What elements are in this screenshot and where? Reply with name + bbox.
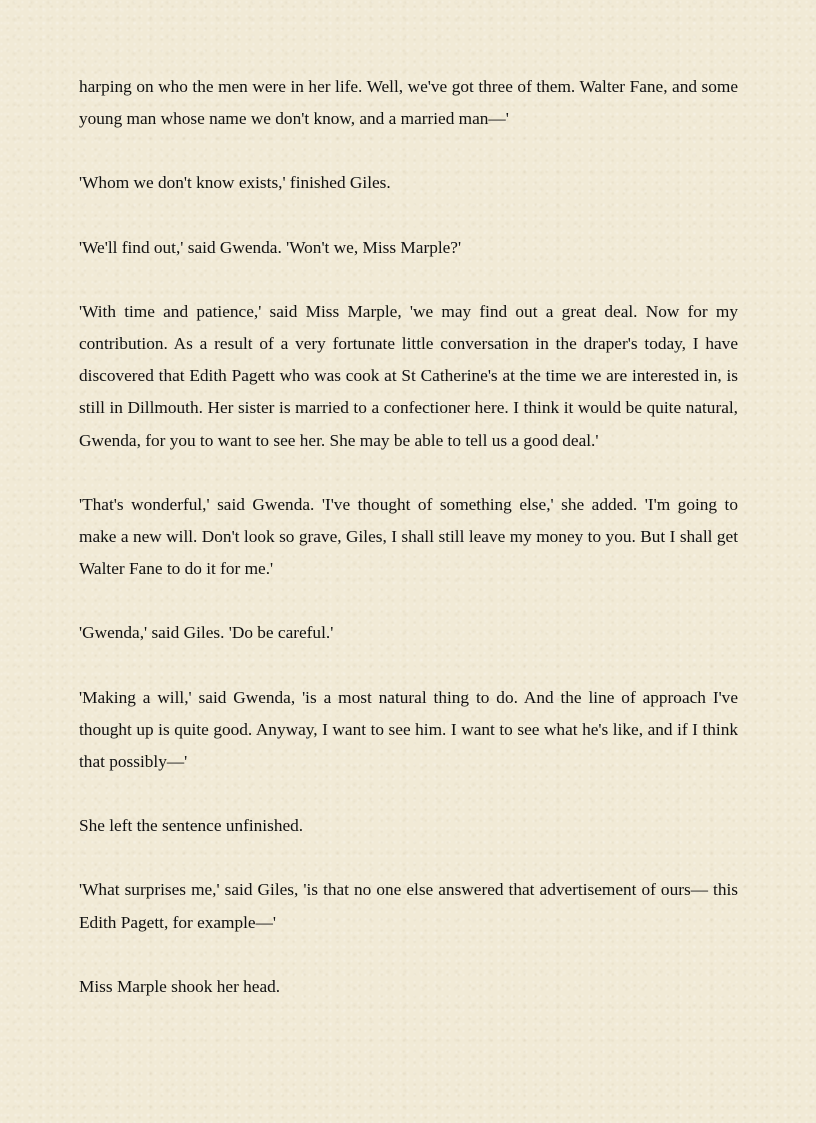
- paragraph-8: She left the sentence unfinished.: [79, 816, 304, 836]
- paragraph-5: 'That's wonderful,' said Gwenda. 'I've thought of something else,' she added. 'I'm going to make a new will. Don't look so grave, Giles, I shall still leave my money to you. But I shall get Walter Fane to do it for me.': [79, 494, 738, 579]
- paragraph-10: Miss Marple shook her head.: [79, 976, 281, 996]
- paragraph-3: 'We'll find out,' said Gwenda. 'Won't we, Miss Marple?': [79, 237, 462, 257]
- paragraph-7: 'Making a will,' said Gwenda, 'is a most natural thing to do. And the line of approach I've thought up is quite good. Anyway, I want to see him. I want to see what he's like, and if I think that possibly—': [79, 687, 738, 772]
- paragraph-4: 'With time and patience,' said Miss Marple, 'we may find out a great deal. Now for my contribution. As a result of a very fortunate little conversation in the draper's today, I have discovered that Edith Pagett who was cook at St Catherine's at the time we are interested in, is still in Dillmouth. Her sister is married to a confectioner here. I think it would be quite natural, Gwenda, for you to want to see her. She may be able to tell us a good deal.': [79, 301, 738, 450]
- paragraph-9: 'What surprises me,' said Giles, 'is that no one else answered that advertisement of ours— this Edith Pagett, for example—': [79, 880, 738, 932]
- paragraph-6: 'Gwenda,' said Giles. 'Do be careful.': [79, 623, 334, 643]
- paragraph-2: 'Whom we don't know exists,' finished Giles.: [79, 173, 391, 193]
- paragraph-1: harping on who the men were in her life. Well, we've got three of them. Walter Fane, and some young man whose name we don't know, and a married man—': [79, 77, 738, 129]
